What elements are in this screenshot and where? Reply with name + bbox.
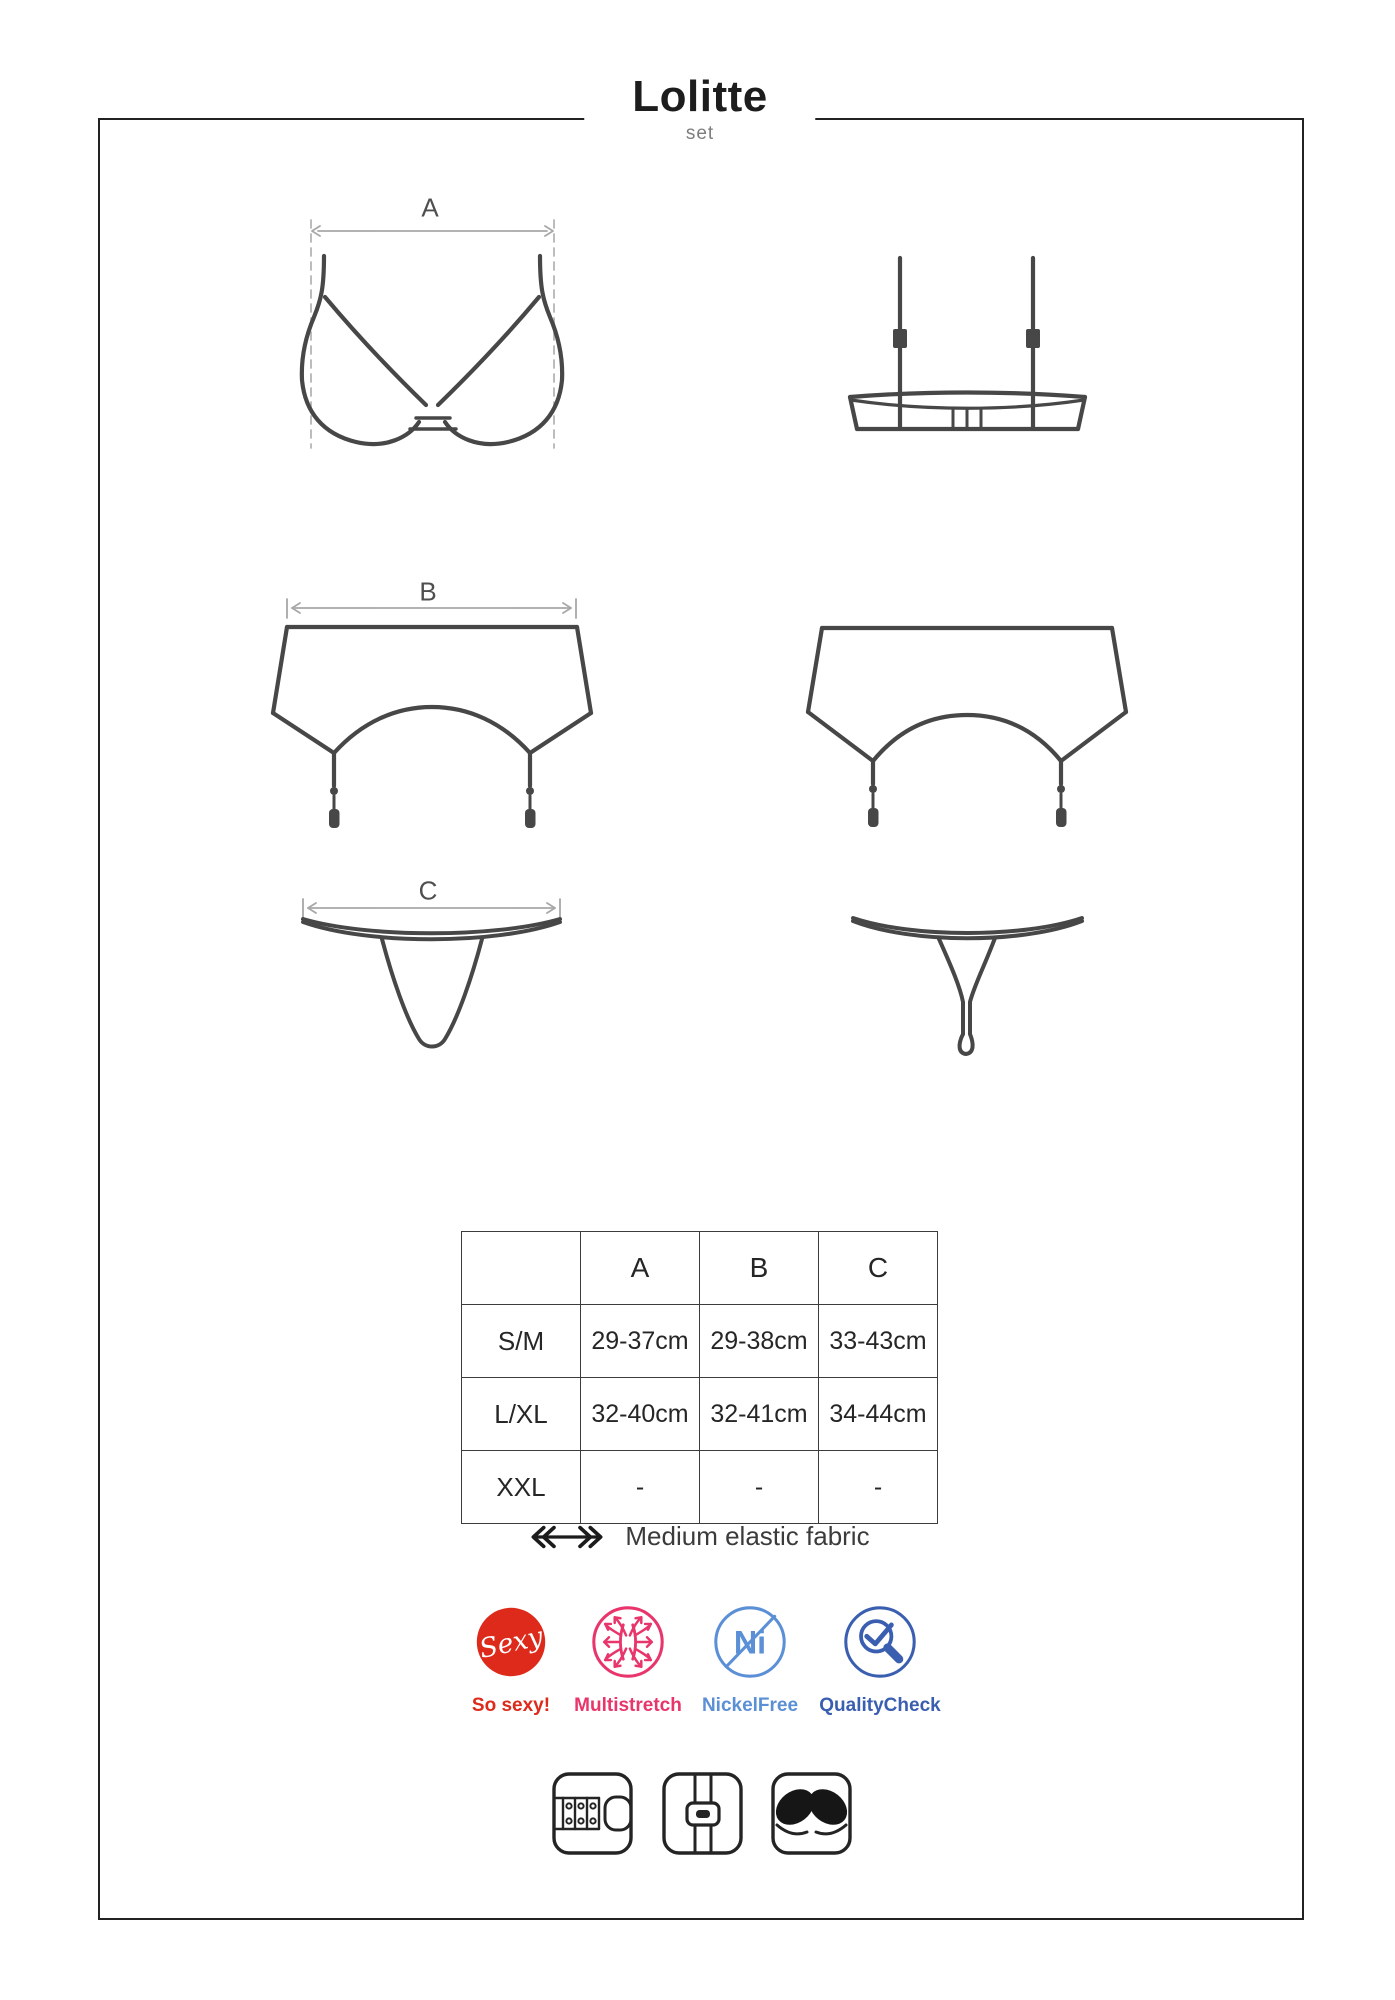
bra-back-drawing — [850, 258, 1085, 429]
feature-label: Multistretch — [574, 1695, 682, 1716]
size-value-a: - — [581, 1451, 700, 1524]
size-table-header-a: A — [581, 1232, 700, 1305]
size-table-row-sm — [462, 1305, 938, 1378]
nickel-free-icon — [712, 1604, 788, 1680]
size-table-header-b: B — [700, 1232, 819, 1305]
feature-nickel-free — [675, 1604, 825, 1717]
size-value-a: 29-37cm — [581, 1305, 700, 1378]
size-table-corner-cell — [462, 1232, 581, 1305]
feature-label: So sexy! — [471, 1695, 551, 1716]
feature-label: NickelFree — [701, 1695, 799, 1716]
size-table-row-xxl — [462, 1451, 938, 1524]
hook-and-eye-closure-icon — [554, 1774, 631, 1853]
garter-belt-back-drawing — [808, 628, 1126, 827]
dimension-a-label: A — [421, 192, 439, 223]
nickel-symbol-text: Ni — [733, 1624, 767, 1661]
size-value-c: - — [819, 1451, 938, 1524]
bra-icon — [769, 1774, 854, 1853]
size-table — [461, 1231, 938, 1524]
size-table-header-c: C — [819, 1232, 938, 1305]
size-value-c: 33-43cm — [819, 1305, 938, 1378]
size-label: L/XL — [462, 1378, 581, 1451]
size-value-b: 32-41cm — [700, 1378, 819, 1451]
product-title: Lolitte — [632, 72, 768, 121]
size-value-c: 34-44cm — [819, 1378, 938, 1451]
adjustable-strap-icon — [664, 1774, 741, 1853]
product-subtitle: set — [685, 123, 715, 145]
size-table-row-lxl — [462, 1378, 938, 1451]
sexy-badge-icon — [473, 1604, 549, 1680]
size-value-b: 29-38cm — [700, 1305, 819, 1378]
stretch-arrow-icon — [525, 1523, 609, 1551]
size-value-b: - — [700, 1451, 819, 1524]
feature-label: QualityCheck — [819, 1695, 941, 1716]
size-table-header-row — [462, 1232, 938, 1305]
fabric-note-text: Medium elastic fabric — [625, 1521, 870, 1551]
size-label: S/M — [462, 1305, 581, 1378]
fabric-note — [0, 1521, 1395, 1552]
feature-quality-check — [805, 1604, 955, 1717]
size-label: XXL — [462, 1451, 581, 1524]
dimension-a-arrow — [311, 220, 554, 448]
garter-belt-front-drawing — [273, 627, 591, 828]
product-title-block — [584, 58, 815, 153]
multistretch-icon — [590, 1604, 666, 1680]
quality-check-icon — [842, 1604, 918, 1680]
size-value-a: 32-40cm — [581, 1378, 700, 1451]
dimension-c-label: C — [418, 875, 438, 906]
bra-front-drawing — [302, 256, 562, 444]
sexy-badge-text: Sexy — [476, 1621, 546, 1665]
thong-back-drawing — [853, 918, 1082, 1054]
thong-front-drawing — [303, 919, 560, 1047]
dimension-b-label: B — [419, 576, 437, 607]
